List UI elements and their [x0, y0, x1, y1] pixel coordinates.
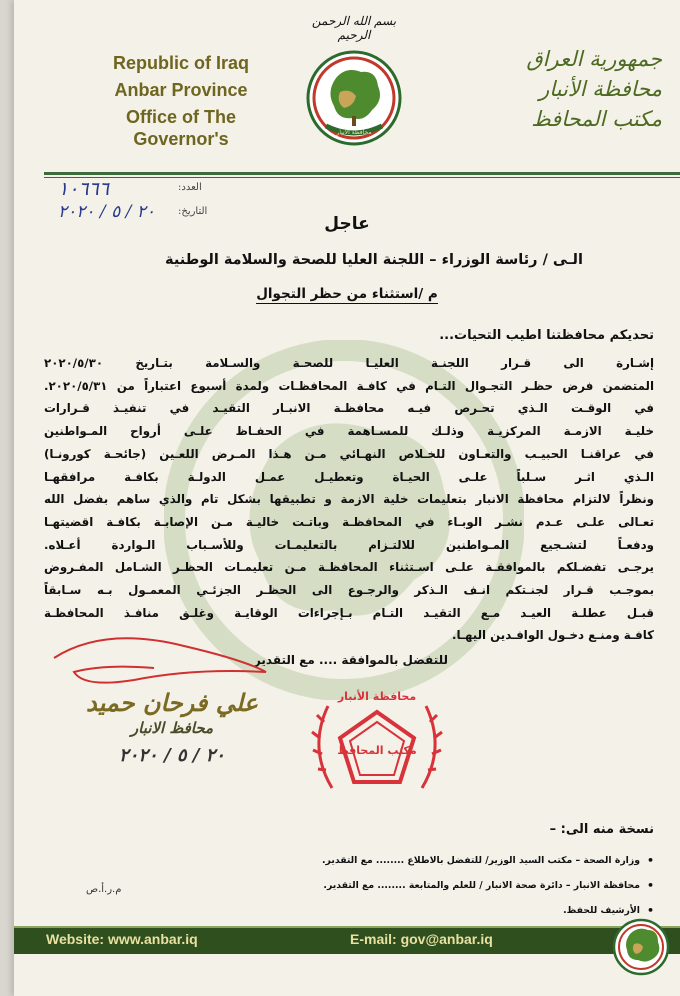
- document-page: [14, 0, 680, 996]
- body-line: خليـة الازمـة المركزيـة وذلـك للمسـاهمة في الحفـاظ علـى أرواح المـواطنين: [44, 424, 654, 439]
- greeting-line: تحديكم محافظتنا اطيب التحيات...: [439, 328, 654, 343]
- copy-item: • الأرشيف للحفظ.: [224, 898, 654, 923]
- header-en-line-1: Republic of Iraq: [112, 53, 249, 73]
- copies-list: [224, 848, 654, 923]
- subject-line: [14, 286, 680, 302]
- copy-item: • محافظة الانبار – دائرة صحة الانبار / للعلم والمتابعة ........ مع التقدير.: [224, 873, 654, 898]
- header-ar-line-1: جمهورية العراق: [526, 47, 662, 71]
- footer-website: Website: www.anbar.iq: [46, 931, 198, 947]
- reference-date: ٢٠ / ٥ / ٢٠٢٠: [58, 202, 156, 222]
- logo-caption: محافظة الأنبار: [336, 129, 372, 136]
- header-divider: [44, 172, 680, 175]
- header-en-line-2: Anbar Province: [114, 80, 248, 100]
- body-line: ونظراً لالتزام محافظة الانبار بتعليمات خلية الازمة و تطبيقها بشكل تام والذي ساهم بفضل الله: [44, 492, 654, 507]
- seal-outer-text: محافظة الأنبار: [337, 690, 417, 703]
- header-en-line-3: Office of The Governor's: [125, 107, 236, 149]
- subject-text: م /استثناء من حظر التجوال: [256, 286, 438, 302]
- footer-bar: [14, 926, 680, 954]
- reference-number-label: العدد:: [178, 182, 202, 193]
- urgent-heading: عاجل: [324, 214, 370, 234]
- header-divider-thin: [44, 177, 680, 178]
- header-ar-line-3: مكتب المحافظ: [531, 107, 662, 131]
- header-english: [76, 52, 286, 155]
- body-line: في الوقـت الـذي تحـرص فيـه محافظـة الانبـار التقيـد في تنفيـذ قـرارات: [44, 401, 654, 416]
- official-seal: [302, 678, 452, 806]
- copy-item: • وزارة الصحة – مكتب السيد الوزير/ للتفضل بالاطلاع ........ مع التقدير.: [224, 848, 654, 873]
- basmala: بسم الله الرحمن الرحيم: [311, 14, 397, 42]
- letter-body: [44, 352, 654, 647]
- signature-date: ٢٠ / ٥ / ٢٠٢٠: [119, 745, 225, 766]
- body-line: بموجـب قـرار لجنـتكم انـف الـذكر والرجـوع الى الحظـر الجزئـي المعمـول بـه سـابقاً: [44, 583, 654, 598]
- recipient-line: الـى / رئاسة الوزراء – اللجنة العليا للصحة والسلامة الوطنية: [165, 252, 583, 268]
- body-line: في عراقنـا الحبيـب والتعـاون للخـلاص النهـائي مـن هـذا المـرض اللعـين (جائحـة كورونـا): [44, 446, 654, 461]
- body-line: يرجـى تفضـلكم بالموافقـة علـى اسـتثناء المحافظـة مـن تعليمـات الحظـر الشـامل المفـروض: [44, 560, 654, 575]
- copies-heading: نسخة منه الى: –: [549, 822, 654, 837]
- signer-title: محافظ الانبار: [130, 719, 214, 737]
- body-line: ودفعـاً لتشـجيع المـواطنين للالتـزام بالتعليمـات وللأسـباب الـواردة أعـلاه.: [44, 537, 654, 552]
- closing-line: للتفضل بالموافقة .... مع التقدير: [253, 653, 448, 667]
- body-line: إشـارة الى قـرار اللجنـة العليـا للصحـة والسـلامة بتـاريخ ٢٠٢٠/٥/٣٠: [44, 356, 654, 370]
- body-line: قبـل عطلـة العيـد مـع التقيـد التـام بـإجراءات الوقايـة وغلـق منافـذ المحافظـة: [44, 605, 654, 620]
- signer-block: [72, 688, 272, 766]
- body-line: تعـالى علـى عـدم نشـر الوبـاء في المحافظـة وباتـت خاليـة مـن الإصابـة بكافـة اقضيتهـا: [44, 514, 654, 529]
- footer-logo: [612, 914, 670, 980]
- body-line: الـذي اثـر سـلباً علـى الحيـاة وتعطيـل عمـل الدولـة بكافـة مرافقهـا: [44, 469, 654, 484]
- footer-email: E-mail: gov@anbar.iq: [350, 931, 493, 947]
- body-line: المتضمن فرض حظـر التجـوال التـام في كافـة المحافظـات ولمدة أسبوع اعتباراً من ٢٠٢٠/٥/٣١.: [44, 378, 654, 393]
- signer-name: علي فرحان حميد: [85, 688, 259, 717]
- typist-initials: م.ر.أ.ص: [86, 884, 122, 895]
- header-ar-line-2: محافظة الأنبار: [539, 77, 662, 101]
- reference-number: ١٠٦٦٦: [58, 178, 110, 200]
- header-arabic: [477, 44, 662, 134]
- body-line: كافـة ومنـع دخـول الوافـدين اليهـا.: [452, 628, 654, 643]
- reference-date-label: التاريخ:: [178, 206, 208, 217]
- governorate-logo: [306, 48, 402, 148]
- seal-inner-text: مكتب المحافظ: [337, 744, 417, 757]
